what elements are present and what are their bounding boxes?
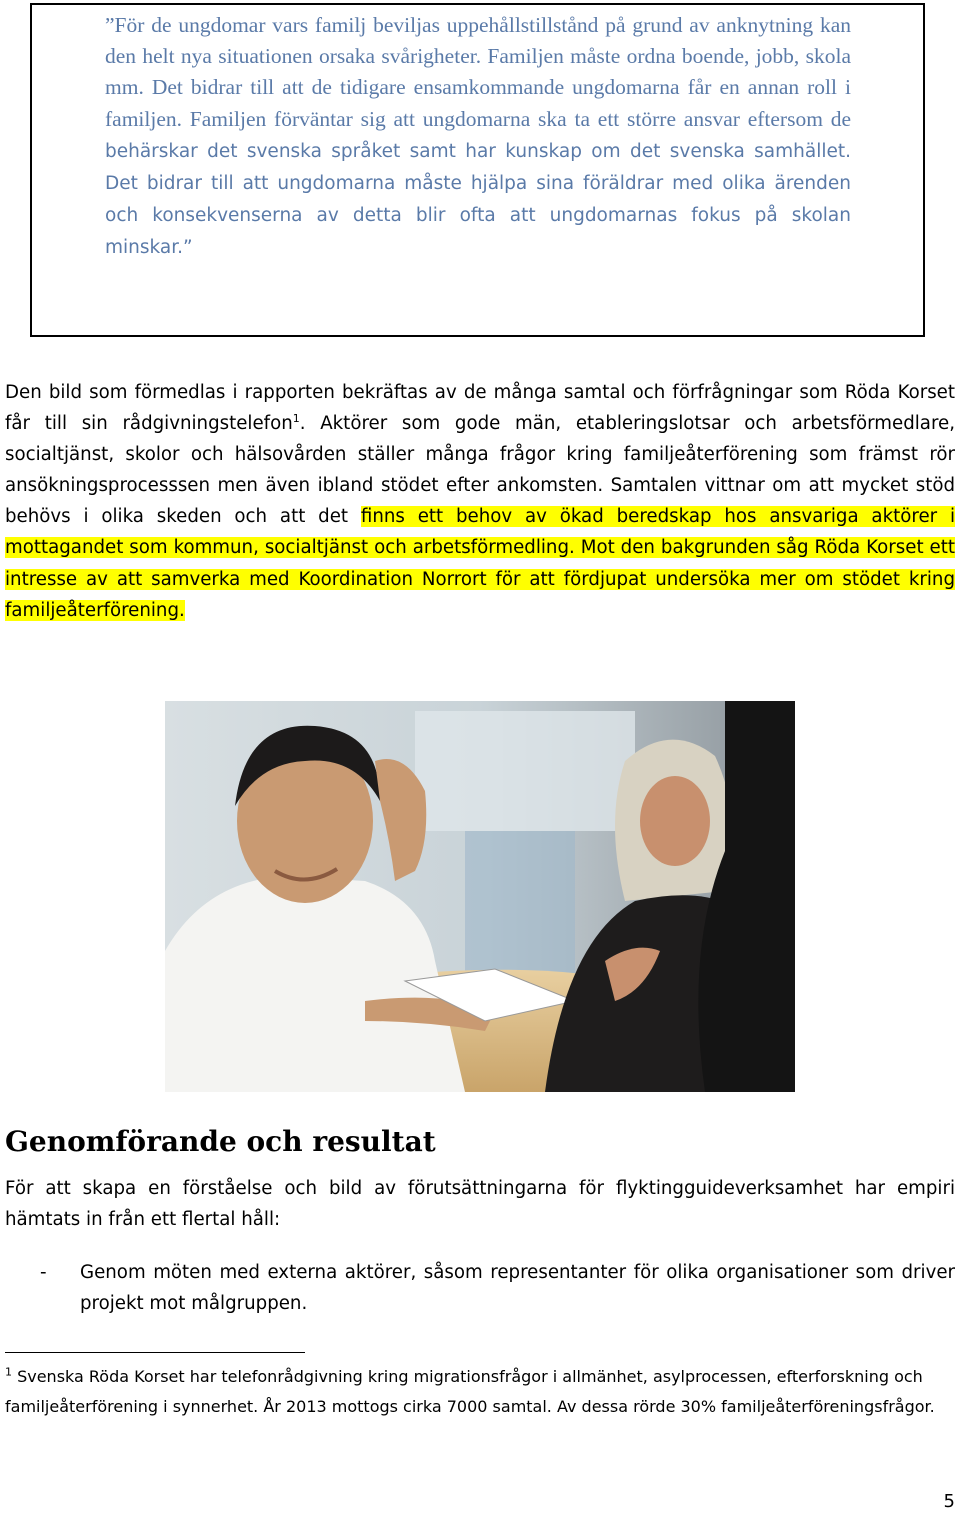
paragraph-text-middle: . Aktörer som gode män, etableringslotsar och arbetsförmedlare, socialtjänst, skolor och hälsovården ställer många frågor kring familjeåterförening som främst rör ansökningsprocesssen men även ibland stödet efter ankomsten. Samtalen vittnar om att mycket stöd behövs i olika skeden och att det	[5, 413, 955, 528]
photo-illustration	[165, 701, 795, 1092]
quote-text	[105, 10, 851, 264]
footnote	[5, 1362, 955, 1422]
highlighted-text: finns ett behov av ökad beredskap hos ansvariga aktörer i mottagandet som kommun, socialtjänst och arbetsförmedling.	[5, 506, 956, 559]
bullet-marker: -	[40, 1262, 47, 1283]
footnote-text: Svenska Röda Korset har telefonrådgivning kring migrationsfrågor i allmänhet, asylprocessen, efterforskning och familjeåterförening i synnerhet. År 2013 mottogs cirka 7000 samtal. Av dessa rörde 30% familjeåterföreningsfrågor.	[5, 1367, 935, 1416]
highlighted-text-2: Mot den bakgrunden såg Röda Korset ett intresse av att samverka med Koordination Norrort för att fördjupat undersöka mer om stödet kring familjeåterförening.	[5, 537, 955, 621]
page-number: 5	[943, 1491, 955, 1512]
section-heading: Genomförande och resultat	[5, 1125, 436, 1158]
photo	[165, 701, 795, 1092]
footnote-reference[interactable]: 1	[292, 412, 300, 426]
bullet-item: Genom möten med externa aktörer, såsom representanter för olika organisationer som driver projekt mot målgruppen.	[80, 1262, 955, 1315]
quote-part-2: behärskar det svenska språket samt har kunskap om det svenska samhället. Det bidrar till att ungdomarna måste hjälpa sina föräldrar med olika ärenden och konsekvenserna av detta blir ofta att ungdomarnas fokus på skolan minskar.”	[105, 140, 851, 259]
section-intro: För att skapa en förståelse och bild av förutsättningarna för flyktingguideverksamhet har empiri hämtats in från ett flertal håll:	[5, 1178, 955, 1231]
highlighted-space	[575, 537, 581, 558]
footnote-divider	[5, 1352, 305, 1353]
footnote-number: 1	[5, 1365, 12, 1379]
quote-part-1: ”För de ungdomar vars familj beviljas uppehållstillstånd på grund av anknytning kan den helt nya situationen orsaka svårigheter. Familjen måste ordna boende, jobb, skola mm. Det bidrar till att de tidigare ensamkommande ungdomarna får en annan roll i familjen. Familjen förväntar sig att ungdomarna ska ta ett större ansvar eftersom de	[105, 13, 851, 131]
body-paragraph	[5, 377, 955, 626]
paragraph-text-start: Den bild som förmedlas i rapporten bekräftas av de många samtal och förfrågningar som Röda Korset får till sin rådgivningstelefon	[5, 382, 955, 435]
